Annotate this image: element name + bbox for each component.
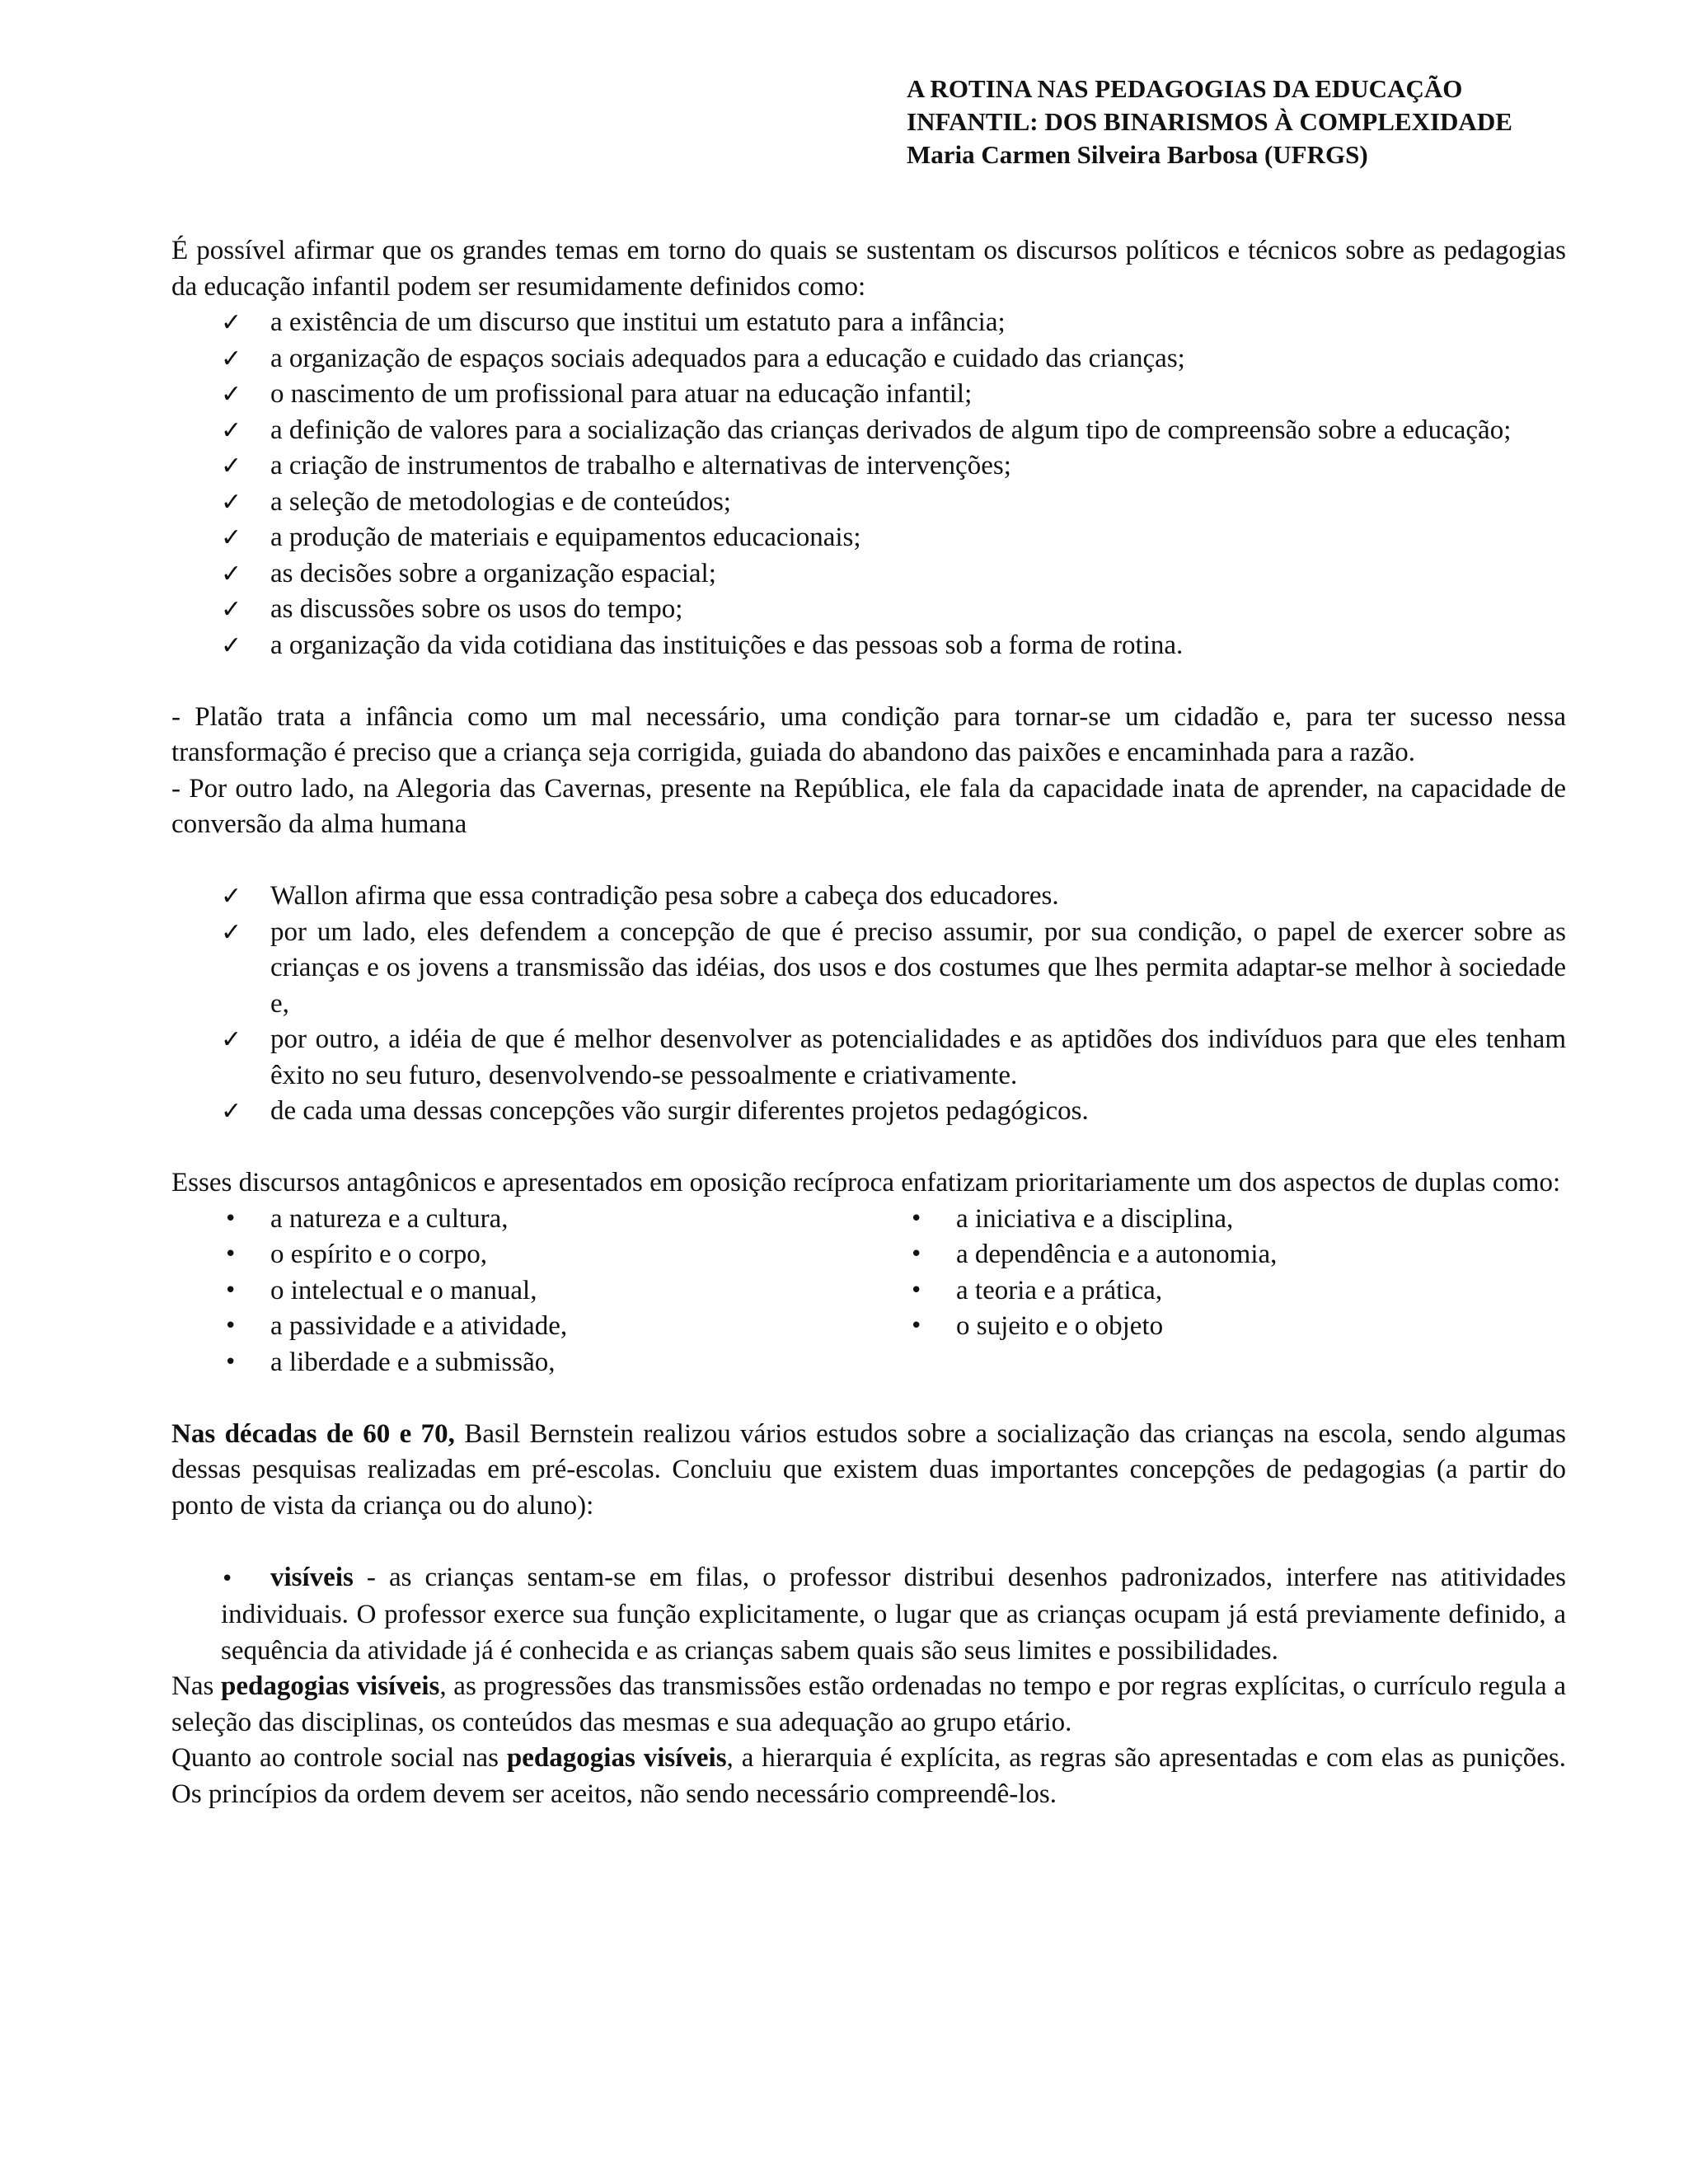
list-item-text: a definição de valores para a socialização das crianças derivados de algum tipo de compreensão sobre a educação; [270, 415, 1512, 445]
spacer [171, 1380, 1566, 1417]
checkmark-icon: ✓ [221, 344, 242, 373]
bullet-icon: • [224, 1349, 237, 1375]
visiveis-paragraph [171, 1560, 1566, 1670]
title-line-2: INFANTIL: DOS BINARISMOS À COMPLEXIDADE [907, 107, 1512, 136]
wallon-checklist [171, 879, 1566, 1130]
duplas-intro-paragraph: Esses discursos antagônicos e apresentados em oposição recíproca enfatizam prioritariamente um dos aspectos de duplas como: [171, 1168, 1561, 1197]
list-item [171, 1345, 907, 1381]
list-item-text: as decisões sobre a organização espacial; [270, 558, 716, 588]
list-item [171, 915, 1566, 1023]
controle-term: pedagogias visíveis [506, 1743, 727, 1773]
bullet-icon: • [224, 1242, 237, 1267]
list-item-text: as discussões sobre os usos do tempo; [270, 594, 683, 624]
list-item [171, 1202, 907, 1238]
list-item-text: o sujeito e o objeto [956, 1311, 1164, 1341]
list-item [171, 413, 1566, 449]
checkmark-icon: ✓ [221, 1025, 242, 1054]
controle-text: , a hierarquia é explícita, as regras são apresentadas e com elas as punições. Os princípios da ordem devem ser aceitos, não sendo necessário compreendê-los. [171, 1743, 1566, 1809]
platao-paragraph-2: - Por outro lado, na Alegoria das Cavernas, presente na República, ele fala da capacidade inata de aprender, na capacidade de conversão da alma humana [171, 773, 1566, 839]
bernstein-paragraph [171, 1417, 1566, 1525]
bernstein-text: Basil Bernstein realizou vários estudos sobre a socialização das crianças na escola, sendo algumas dessas pesquisas realizadas em pré-escolas. Concluiu que existem duas importantes concepções de pedagogias (a partir do ponto de vista da criança ou do aluno): [171, 1418, 1566, 1521]
visiveis-term: visíveis [270, 1562, 354, 1592]
list-item [171, 520, 1566, 556]
list-item-text: o intelectual e o manual, [270, 1275, 537, 1305]
list-item-text: a produção de materiais e equipamentos educacionais; [270, 523, 861, 552]
checkmark-icon: ✓ [221, 559, 242, 588]
list-item [907, 1309, 1566, 1345]
spacer [171, 1130, 1566, 1166]
controle-pre: Quanto ao controle social nas [171, 1743, 507, 1773]
list-item [171, 1309, 907, 1345]
bernstein-lead: Nas décadas de 60 e 70, [171, 1418, 455, 1449]
themes-checklist [171, 305, 1566, 663]
visiveis-text: - as crianças sentam-se em filas, o professor distribui desenhos padronizados, interfere nas atitividades individuais. O professor exerce sua função explicitamente, o lugar que as crianças ocupam já está previamente definido, a sequência da atividade já é conhecida e as crianças sabem quais são seus limites e possibilidades. [221, 1562, 1566, 1666]
spacer [171, 663, 1566, 700]
list-item [907, 1237, 1566, 1273]
list-item [907, 1273, 1566, 1310]
checkmark-icon: ✓ [221, 523, 242, 552]
title-line-1: A ROTINA NAS PEDAGOGIAS DA EDUCAÇÃO [907, 74, 1463, 103]
progressoes-term: pedagogias visíveis [221, 1671, 440, 1701]
list-item [171, 341, 1566, 377]
duplas-right-list [907, 1202, 1566, 1381]
bullet-icon: • [910, 1242, 923, 1267]
checkmark-icon: ✓ [221, 415, 242, 445]
checkmark-icon: ✓ [221, 917, 242, 947]
checkmark-icon: ✓ [221, 630, 242, 660]
spacer [171, 843, 1566, 879]
list-item-text: a iniciativa e a disciplina, [956, 1203, 1234, 1234]
checkmark-icon: ✓ [221, 595, 242, 624]
bullet-icon: • [910, 1277, 923, 1303]
list-item [907, 1202, 1566, 1238]
progressoes-paragraph [171, 1669, 1566, 1741]
list-item-text: a teoria e a prática, [956, 1275, 1163, 1305]
checkmark-icon: ✓ [221, 882, 242, 911]
list-item-text: de cada uma dessas concepções vão surgir diferentes projetos pedagógicos. [270, 1096, 1089, 1126]
list-item [171, 879, 1566, 915]
list-item [171, 305, 1566, 341]
list-item-text: a dependência e a autonomia, [956, 1240, 1278, 1269]
checkmark-icon: ✓ [221, 308, 242, 337]
list-item-text: a natureza e a cultura, [270, 1203, 509, 1234]
list-item [171, 377, 1566, 413]
list-item [171, 628, 1566, 664]
bullet-icon: • [224, 1277, 237, 1303]
list-item [171, 1273, 907, 1310]
list-item [171, 448, 1566, 485]
list-item-text: a organização de espaços sociais adequados para a educação e cuidado das crianças; [270, 343, 1185, 373]
list-item-text: por um lado, eles defendem a concepção de que é preciso assumir, por sua condição, o papel de exercer sobre as crianças e os jovens a transmissão das idéias, dos usos e dos costumes que lhes permita adaptar-se melhor à sociedade e, [270, 916, 1566, 1019]
list-item-text: o espírito e o corpo, [270, 1240, 488, 1269]
list-item-text: por outro, a idéia de que é melhor desenvolver as potencialidades e as aptidões dos indivíduos para que eles tenham êxito no seu futuro, desenvolvendo-se pessoalmente e criativamente. [270, 1024, 1566, 1090]
bullet-icon: • [910, 1206, 923, 1231]
list-item [171, 1094, 1566, 1130]
list-item-text: a criação de instrumentos de trabalho e alternativas de intervenções; [270, 451, 1011, 480]
list-item-text: a passividade e a atividade, [270, 1311, 568, 1341]
list-item [171, 1022, 1566, 1094]
list-item [171, 556, 1566, 593]
list-item-text: a liberdade e a submissão, [270, 1347, 556, 1377]
checkmark-icon: ✓ [221, 1097, 242, 1126]
checkmark-icon: ✓ [221, 380, 242, 409]
list-item-text: a existência de um discurso que institui um estatuto para a infância; [270, 307, 1006, 337]
list-item-text: Wallon afirma que essa contradição pesa sobre a cabeça dos educadores. [270, 881, 1059, 911]
list-item-text: a seleção de metodologias e de conteúdos; [270, 486, 731, 517]
author-line: Maria Carmen Silveira Barbosa (UFRGS) [907, 140, 1368, 169]
bullet-icon: • [221, 1566, 234, 1591]
intro-paragraph: É possível afirmar que os grandes temas em torno do quais se sustentam os discursos políticos e técnicos sobre as pedagogias da educação infantil podem ser resumidamente definidos como: [171, 236, 1566, 302]
checkmark-icon: ✓ [221, 452, 242, 480]
document-body [171, 233, 1566, 1812]
platao-paragraph-1: - Platão trata a infância como um mal necessário, uma condição para tornar-se um cidadão e, para ter sucesso nessa transformação é preciso que a criança seja corrigida, guiada do abandono das paixões e encaminhada para a razão. [171, 701, 1566, 767]
checkmark-icon: ✓ [221, 487, 242, 517]
duplas-columns [171, 1202, 1566, 1381]
spacer [171, 1524, 1566, 1560]
list-item [171, 1237, 907, 1273]
controle-paragraph [171, 1741, 1566, 1812]
list-item [171, 592, 1566, 628]
bullet-icon: • [910, 1314, 923, 1338]
document-header [907, 73, 1648, 171]
bullet-icon: • [224, 1206, 237, 1231]
bullet-icon: • [224, 1314, 237, 1338]
duplas-left-list [171, 1202, 907, 1381]
progressoes-text: , as progressões das transmissões estão ordenadas no tempo e por regras explícitas, o currículo regula a seleção das disciplinas, os conteúdos das mesmas e sua adequação ao grupo etário. [171, 1671, 1566, 1737]
list-item-text: o nascimento de um profissional para atuar na educação infantil; [270, 379, 973, 409]
list-item [171, 485, 1566, 521]
progressoes-pre: Nas [171, 1671, 221, 1701]
list-item-text: a organização da vida cotidiana das instituições e das pessoas sob a forma de rotina. [270, 630, 1184, 660]
